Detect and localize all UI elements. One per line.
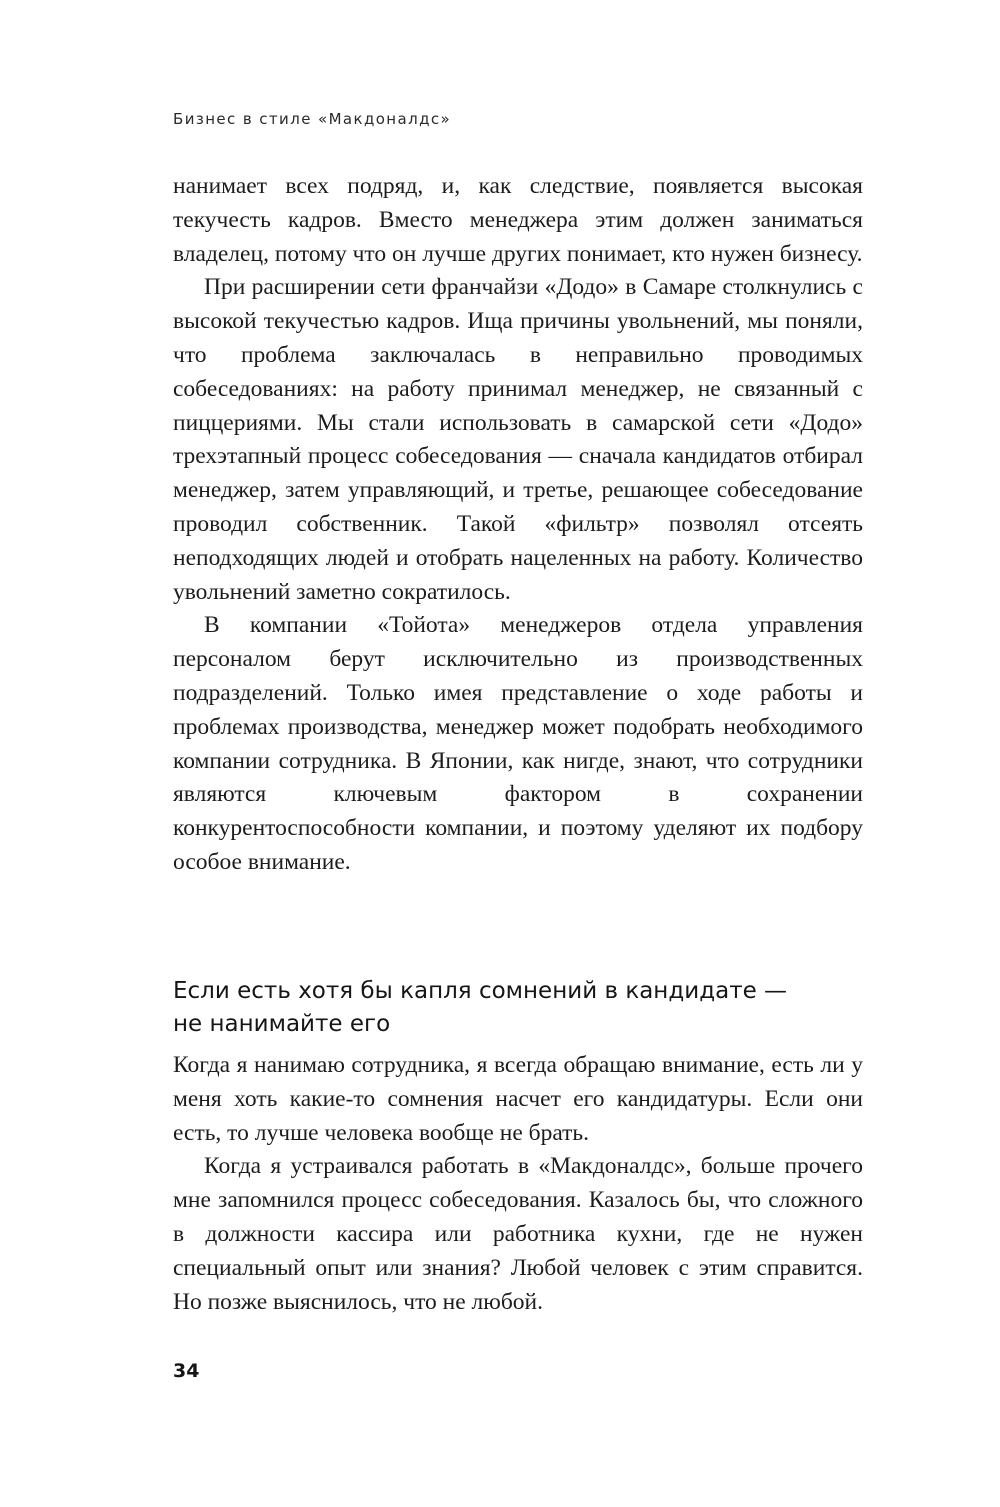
paragraph-hiring-doubts: Когда я нанимаю сотрудника, я всегда обращаю внимание, есть ли у меня хоть какие-то сомнения насчет его кандидатуры. Если они есть, то лучше человека вообще не брать. — [173, 1052, 863, 1146]
body-text-before-heading — [173, 170, 863, 880]
page-number: 34 — [173, 1360, 200, 1382]
paragraph-continued: нанимает всех подряд, и, как следствие, появляется высокая текучесть кадров. Вместо менеджера этим должен заниматься владелец, потому что он лучше других понимает, кто нужен бизнесу. — [173, 173, 863, 267]
section-heading — [173, 975, 863, 1041]
paragraph-dodo-samara: При расширении сети франчайзи «Додо» в Самаре столкнулись с высокой текучестью кадров. Ища причины увольнений, мы поняли, что проблема заключалась в неправильно проводимых собеседованиях: на работу принимал менеджер, не связанный с пиццериями. Мы стали использовать в самарской сети «Додо» трехэтапный процесс собеседования — сначала кандидатов отбирал менеджер, затем управляющий, и третье, решающее собеседование проводил собственник. Такой «фильтр» позволял отсеять неподходящих людей и отобрать нацеленных на работу. Количество увольнений заметно сократилось. — [173, 274, 863, 605]
running-header: Бизнес в стиле «Макдоналдс» — [173, 110, 452, 128]
section-heading-line-2: не нанимайте его — [173, 1011, 391, 1037]
paragraph-toyota: В компании «Тойота» менеджеров отдела управления персоналом берут исключительно из производственных подразделений. Только имея представление о ходе работы и проблемах производства, менеджер может подобрать необходимого компании сотрудника. В Японии, как нигде, знают, что сотрудники являются ключевым фактором в сохранении конкурентоспособности компании, и поэтому уделяют их подбору особое внимание. — [173, 612, 863, 875]
section-heading-line-1: Если есть хотя бы капля сомнений в кандидате — — [173, 978, 788, 1004]
body-text-after-heading — [173, 1049, 863, 1319]
paragraph-mcdonalds-interview: Когда я устраивался работать в «Макдоналдс», больше прочего мне запомнился процесс собеседования. Казалось бы, что сложного в должности кассира или работника кухни, где не нужен специальный опыт или знания? Любой человек с этим справится. Но позже выяснилось, что не любой. — [173, 1153, 863, 1315]
